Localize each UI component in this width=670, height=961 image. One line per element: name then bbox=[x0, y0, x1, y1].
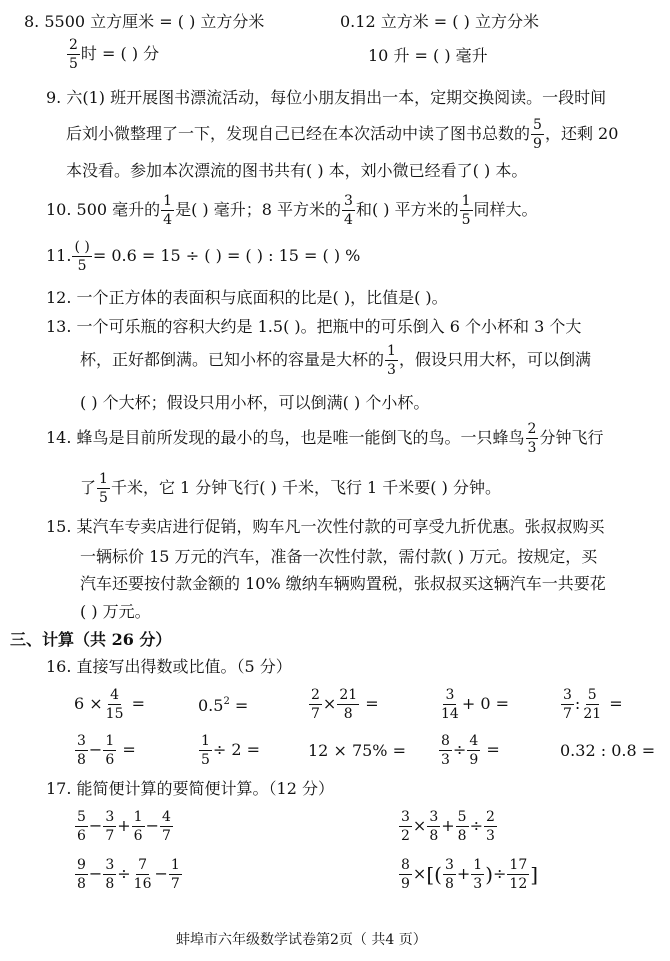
q16-item: $\frac{8}{3}$ ÷ $\frac{4}{9}$ = bbox=[441, 733, 500, 768]
q14-line-2: 了 $\frac{1}{5}$ 千米，它 1 分钟飞行( ) 千米，飞行 1 千米要( ) 分钟。 bbox=[80, 471, 501, 506]
q17-expression: $\frac{8}{9}$ ×[( $\frac{3}{8}$ + $\frac{1}{3}$ )÷ $\frac{17}{12}$ ] bbox=[401, 857, 539, 892]
q10-line: 10. 500 毫升的 $\frac{1}{4}$ 是( ) 毫升；8 平方米的 $\frac{3}{4}$ 和( ) 平方米的 $\frac{1}{5}$ 同样大。 bbox=[46, 193, 538, 228]
q17-expression: $\frac{3}{2}$ × $\frac{3}{8}$ + $\frac{5}{8}$ ÷ $\frac{2}{3}$ bbox=[401, 809, 495, 844]
q17-expression: $\frac{9}{8}$ − $\frac{3}{8}$ ÷ $\frac{7}{16}$ − $\frac{1}{7}$ bbox=[77, 857, 180, 892]
q11-line: 11. ( ) 5 = 0.6 = 15 ÷ ( ) = ( ) : 15 = ( ) % bbox=[46, 239, 361, 274]
q16-item: $\frac{1}{5}$ ÷ 2 = bbox=[201, 733, 261, 768]
q16-title: 16. 直接写出得数或比值。（5 分） bbox=[46, 657, 292, 676]
q13-line-3: ( ) 个大杯；假设只用小杯，可以倒满( ) 个小杯。 bbox=[80, 393, 430, 412]
fraction: $\frac{1}{5}$ bbox=[461, 193, 471, 228]
fraction: $\frac{1}{3}$ bbox=[387, 343, 396, 378]
q16-item: $\frac{2}{7}$ × $\frac{21}{8}$ = bbox=[311, 687, 379, 722]
q15-line-3: 汽车还要按付款金额的 10% 缴纳车辆购置税，张叔叔买这辆汽车一共要花 bbox=[80, 574, 606, 593]
q15-line-4: ( ) 万元。 bbox=[80, 602, 151, 621]
q15-line-1: 15. 某汽车专卖店进行促销，购车凡一次性付款的可享受九折优惠。张叔叔购买 bbox=[46, 517, 605, 536]
q16-item: 12 × 75% = bbox=[308, 741, 406, 760]
fraction: $\frac{1}{4}$ bbox=[163, 193, 173, 228]
q8-part-b: 0.12 立方米 = ( ) 立方分米 bbox=[340, 12, 539, 31]
fraction: $\frac{5}{9}$ bbox=[533, 117, 542, 152]
q9-line-3: 本没看。参加本次漂流的图书共有( ) 本，刘小微已经看了( ) 本。 bbox=[66, 161, 528, 180]
q17-title: 17. 能简便计算的要简便计算。（12 分） bbox=[46, 779, 334, 798]
q16-item: $0.5^2$ = bbox=[198, 696, 249, 715]
q14-line-1: 14. 蜂鸟是目前所发现的最小的鸟，也是唯一能倒飞的鸟。一只蜂鸟 $\frac{2}{3}$ 分钟飞行 bbox=[46, 421, 604, 456]
q8-part-c: $\frac{2}{5}$ 时 = ( ) 分 bbox=[69, 37, 160, 72]
q13-line-1: 13. 一个可乐瓶的容积大约是 1.5( )。把瓶中的可乐倒入 6 个小杯和 3 个大 bbox=[46, 317, 582, 336]
q16-item: $\frac{3}{7}$ : $\frac{5}{21}$ = bbox=[563, 687, 623, 722]
q16-item: $\frac{3}{14}$ + 0 = bbox=[441, 687, 509, 722]
q12-line: 12. 一个正方体的表面积与底面积的比是( )，比值是( )。 bbox=[46, 288, 448, 307]
q8-part-a: 8. 5500 立方厘米 = ( ) 立方分米 bbox=[24, 12, 265, 31]
q9-line-1: 9. 六(1) 班开展图书漂流活动，每位小朋友捐出一本，定期交换阅读。一段时间 bbox=[46, 88, 607, 107]
q9-line-2: 后刘小微整理了一下，发现自己已经在本次活动中读了图书总数的 $\frac{5}{9}$ ，还剩 20 bbox=[66, 117, 619, 152]
fraction: $\frac{3}{4}$ bbox=[344, 193, 353, 228]
q13-line-2: 杯，正好都倒满。已知小杯的容量是大杯的 $\frac{1}{3}$ ，假设只用大杯，可以倒满 bbox=[80, 343, 591, 378]
page-footer: 蚌埠市六年级数学试卷第2页（ 共4 页） bbox=[176, 932, 427, 948]
fraction: $\frac{2}{5}$ bbox=[69, 37, 78, 72]
fraction: ( ) 5 bbox=[74, 239, 90, 274]
fraction: $\frac{1}{5}$ bbox=[99, 471, 108, 506]
fraction: $\frac{2}{3}$ bbox=[527, 421, 537, 456]
section-heading: 三、计算（共 26 分） bbox=[10, 630, 172, 649]
q16-item: $\frac{3}{8}$ − $\frac{1}{6}$ = bbox=[77, 733, 136, 768]
q16-item: 6 × $\frac{4}{15}$ = bbox=[74, 687, 145, 722]
q8-part-d: 10 升 = ( ) 毫升 bbox=[368, 46, 488, 65]
q16-item: 0.32 : 0.8 = bbox=[560, 741, 656, 760]
q17-expression: $\frac{5}{6}$ − $\frac{3}{7}$ + $\frac{1}{6}$ − $\frac{4}{7}$ bbox=[77, 809, 171, 844]
q15-line-2: 一辆标价 15 万元的汽车，准备一次性付款，需付款( ) 万元。按规定，买 bbox=[80, 547, 598, 566]
